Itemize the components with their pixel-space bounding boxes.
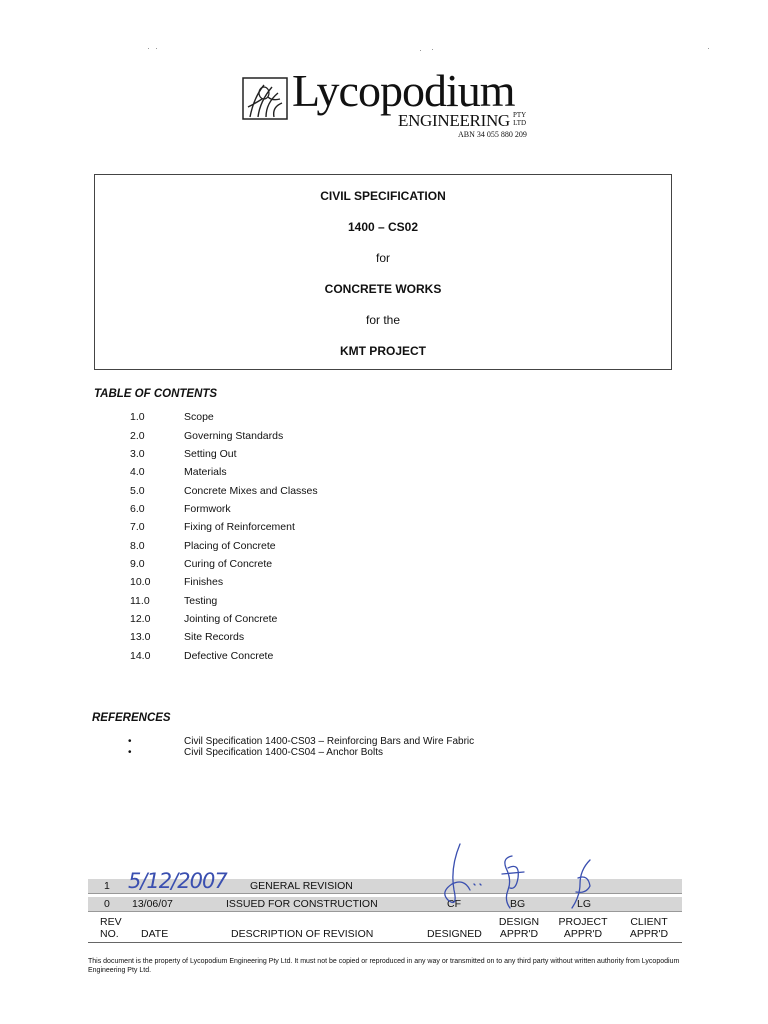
header-rev-no	[100, 916, 122, 940]
header-apprd: APPR'D	[499, 928, 539, 940]
rev-description: GENERAL REVISION	[250, 880, 353, 892]
signature-project-approver	[572, 860, 590, 908]
title-concrete-works: CONCRETE WORKS	[324, 282, 442, 296]
table-bottom-rule	[88, 942, 682, 943]
header-client-appr	[624, 916, 674, 940]
toc-item-number: 3.0	[130, 448, 145, 460]
rev-project-approved: LG	[577, 898, 592, 910]
title-block	[94, 174, 672, 370]
scan-artifact	[420, 50, 421, 51]
toc-item-title: Placing of Concrete	[184, 540, 276, 552]
rev-number: 1	[104, 880, 110, 892]
toc-item-number: 9.0	[130, 558, 145, 570]
company-pty-ltd	[513, 111, 526, 127]
toc-item-title: Curing of Concrete	[184, 558, 273, 570]
handwritten-date: 5/12/2007	[128, 869, 227, 893]
company-name: Lycopodium	[292, 65, 515, 116]
header-project: PROJECT	[558, 916, 608, 928]
toc-item-title: Testing	[184, 595, 218, 607]
scan-artifact	[148, 48, 149, 49]
header-no: NO.	[100, 928, 119, 940]
scan-artifact	[708, 48, 709, 49]
rev-number: 0	[104, 898, 110, 910]
rev-description: ISSUED FOR CONSTRUCTION	[226, 898, 378, 910]
title-spec-number: 1400 – CS02	[347, 220, 419, 234]
header-description: DESCRIPTION OF REVISION	[231, 928, 374, 940]
toc-item-number: 1.0	[130, 411, 145, 423]
title-for: for	[375, 251, 390, 265]
bullet-icon: •	[128, 747, 132, 758]
signatures-graphic	[430, 838, 610, 928]
toc-item-title: Jointing of Concrete	[184, 613, 278, 625]
company-division: ENGINEERING	[398, 111, 510, 130]
toc-item-number: 13.0	[130, 631, 151, 643]
toc-item-number: 14.0	[130, 650, 151, 662]
title-for-the: for the	[365, 313, 401, 327]
bullet-icon: •	[128, 736, 132, 747]
toc-item-title: Setting Out	[184, 448, 237, 460]
header-date: DATE	[141, 928, 169, 940]
toc-item-number: 12.0	[130, 613, 151, 625]
company-abn: ABN 34 055 880 209	[458, 130, 527, 139]
header-design: DESIGN	[498, 916, 540, 928]
toc-heading: TABLE OF CONTENTS	[94, 388, 218, 400]
pty-label: PTY	[513, 111, 527, 119]
title-project: KMT PROJECT	[339, 344, 426, 358]
title-civil-specification: CIVIL SPECIFICATION	[320, 189, 446, 203]
rev-design-approved: BG	[510, 898, 526, 910]
rev-designed: CF	[447, 898, 461, 910]
toc-item-number: 10.0	[130, 576, 151, 588]
header-client: CLIENT	[630, 916, 668, 928]
toc-item-title: Formwork	[184, 503, 231, 515]
header-apprd: APPR'D	[629, 928, 669, 940]
toc-item-number: 5.0	[130, 485, 145, 497]
footer-disclaimer: This document is the property of Lycopodium Engineering Pty Ltd. It must not be copied or reproduced in any way or transmitted on to any third party without written authority from Lycopodium Engineering Pty Ltd.	[88, 958, 680, 974]
toc-item-title: Materials	[184, 466, 227, 478]
toc-item-number: 11.0	[130, 595, 150, 607]
toc-item-title: Concrete Mixes and Classes	[184, 485, 318, 497]
toc-item-title: Site Records	[184, 631, 245, 643]
ltd-label: LTD	[513, 119, 527, 127]
reference-item: Civil Specification 1400-CS03 – Reinforcing Bars and Wire Fabric	[184, 736, 475, 747]
header-designed: DESIGNED	[427, 928, 482, 940]
signature-design-approver	[502, 856, 524, 908]
toc-item-title: Defective Concrete	[184, 650, 274, 662]
scan-artifact	[432, 49, 433, 50]
header-apprd: APPR'D	[563, 928, 603, 940]
toc-item-number: 8.0	[130, 540, 145, 552]
rev-date: 13/06/07	[132, 898, 173, 910]
references-heading: REFERENCES	[92, 712, 171, 724]
toc-item-title: Fixing of Reinforcement	[184, 521, 295, 533]
toc-item-number: 2.0	[130, 430, 145, 442]
scan-artifact	[156, 48, 157, 49]
toc-item-number: 7.0	[130, 521, 145, 533]
lycopodium-logo-icon	[242, 77, 288, 120]
reference-item: Civil Specification 1400-CS04 – Anchor Bolts	[184, 747, 383, 758]
header-rev: REV	[100, 916, 122, 928]
toc-item-title: Governing Standards	[184, 430, 284, 442]
toc-item-number: 6.0	[130, 503, 145, 515]
toc-item-number: 4.0	[130, 466, 145, 478]
signature-designed	[445, 844, 481, 902]
toc-item-title: Finishes	[184, 576, 224, 588]
toc-item-title: Scope	[184, 411, 214, 423]
